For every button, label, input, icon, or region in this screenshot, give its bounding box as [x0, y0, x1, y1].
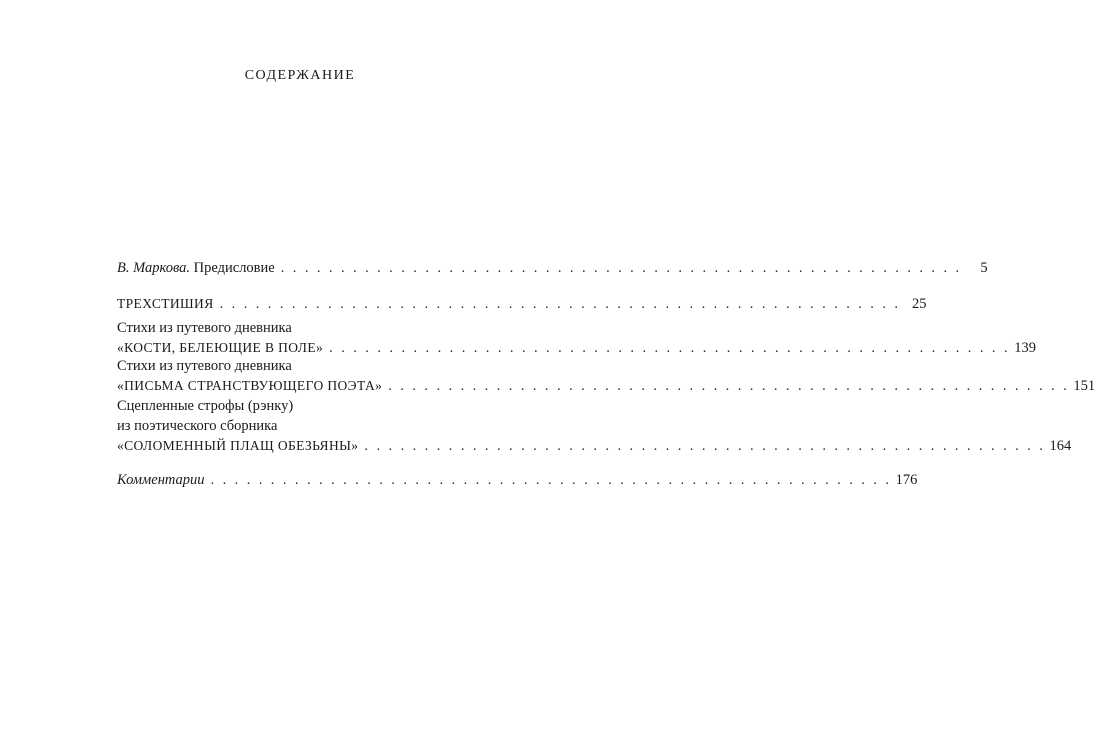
toc-page-number: 151: [1073, 378, 1095, 394]
toc-page-number: 176: [895, 472, 918, 488]
toc-title: «КОСТИ, БЕЛЕЮЩИЕ В ПОЛЕ»: [117, 340, 324, 355]
toc-title: «ПИСЬМА СТРАНСТВУЮЩЕГО ПОЭТА»: [117, 378, 383, 393]
page-title: СОДЕРЖАНИЕ: [244, 68, 356, 83]
toc-page-number: 139: [1014, 340, 1036, 356]
toc-page-number: 25: [911, 296, 927, 312]
dot-leader: . . . . . . . . . . . . . . . . . . . . . . . . . . . . . . . . . . . . . . . . . . . . . . . . . . . . . . . . .: [280, 260, 962, 276]
toc-entry-bones: [117, 318, 1036, 358]
dot-leader: . . . . . . . . . . . . . . . . . . . . . . . . . . . . . . . . . . . . . . . . . . . . . . . . . . . . . . . . .: [329, 340, 1010, 356]
toc-subtitle: Стихи из путевого дневника: [117, 358, 292, 374]
dot-leader: . . . . . . . . . . . . . . . . . . . . . . . . . . . . . . . . . . . . . . . . . . . . . . . . . . . . . . . . .: [388, 378, 1070, 394]
toc-entry-monkey-cloak: [117, 396, 1072, 456]
dot-leader: . . . . . . . . . . . . . . . . . . . . . . . . . . . . . . . . . . . . . . . . . . . . . . . . . . . . . . . . .: [219, 296, 901, 312]
toc-title: «СОЛОМЕННЫЙ ПЛАЩ ОБЕЗЬЯНЫ»: [117, 438, 359, 453]
toc-entry-tercets: [117, 294, 927, 314]
toc-page-number: 164: [1049, 438, 1072, 454]
toc-title: Комментарии: [117, 472, 205, 488]
toc-subtitle: Сцепленные строфы (рэнку): [117, 398, 294, 414]
toc-author: В. Маркова.: [117, 260, 191, 276]
toc-subtitle: из поэтического сборника: [117, 418, 278, 434]
toc-entry-letters: [117, 356, 1095, 396]
toc-entry-preface: [117, 258, 988, 278]
dot-leader: . . . . . . . . . . . . . . . . . . . . . . . . . . . . . . . . . . . . . . . . . . . . . . . . . . . . . . . . .: [210, 472, 892, 488]
toc-subtitle: Стихи из путевого дневника: [117, 320, 292, 336]
toc-entry-commentary: [117, 470, 918, 490]
toc-page-number: 5: [980, 260, 988, 276]
toc-title: Предисловие: [193, 260, 275, 276]
dot-leader: . . . . . . . . . . . . . . . . . . . . . . . . . . . . . . . . . . . . . . . . . . . . . . . . . . . . . . . . .: [364, 438, 1046, 454]
toc-title: ТРЕХСТИШИЯ: [117, 296, 214, 311]
